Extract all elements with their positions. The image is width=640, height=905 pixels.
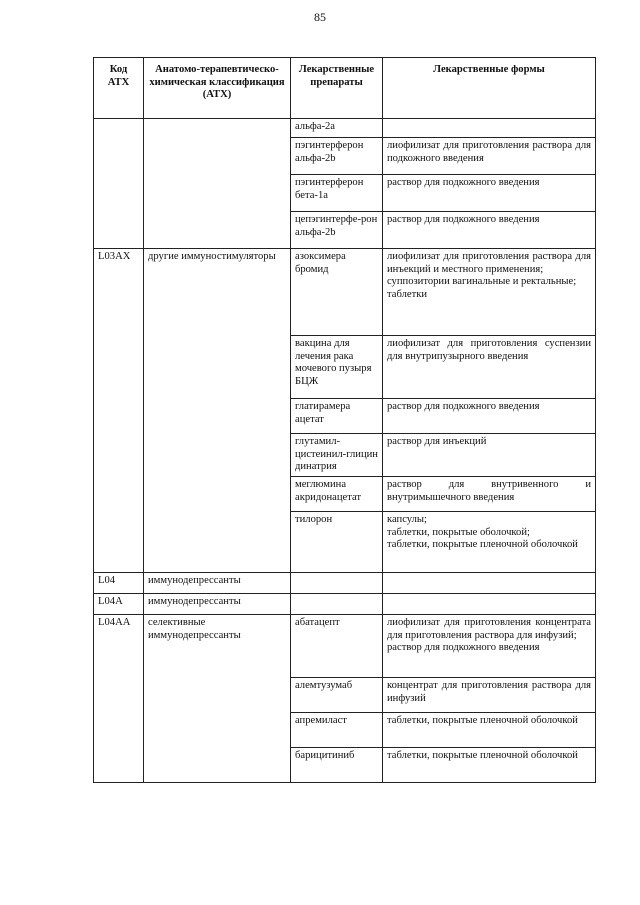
drug-name: цепэгинтерфе-рон альфа-2b xyxy=(295,214,378,238)
drug-name: вакцина для лечения рака мочевого пузыря БЦЖ xyxy=(295,338,372,387)
cell-dosage-form xyxy=(383,119,596,138)
cell-atc-code xyxy=(94,678,144,713)
cell-drug xyxy=(291,119,383,138)
drug-name: азоксимера бромид xyxy=(295,251,346,275)
table-header-row xyxy=(94,58,596,119)
drug-name: меглюмина акридонацетат xyxy=(295,479,362,503)
cell-drug xyxy=(291,175,383,212)
cell-drug xyxy=(291,573,383,594)
classification-name: селективные иммунодепрессанты xyxy=(148,617,241,641)
table-row xyxy=(94,594,596,615)
dosage-form: лиофилизат для приготовления суспензии для внутрипузырного введения xyxy=(387,338,591,362)
dosage-form: лиофилизат для приготовления раствора для подкожного введения xyxy=(387,140,591,164)
dosage-form: таблетки, покрытые пленочной оболочкой xyxy=(387,715,578,726)
cell-drug xyxy=(291,399,383,434)
cell-drug xyxy=(291,615,383,678)
table-row xyxy=(94,249,596,336)
header-drugs: Лекарственные препараты xyxy=(291,58,383,119)
table-row xyxy=(94,512,596,573)
cell-atc-code xyxy=(94,119,144,138)
cell-dosage-form xyxy=(383,477,596,512)
cell-drug xyxy=(291,678,383,713)
cell-dosage-form xyxy=(383,615,596,678)
cell-classification xyxy=(144,249,291,336)
table-row xyxy=(94,678,596,713)
cell-atc-code xyxy=(94,175,144,212)
page-number: 85 xyxy=(314,10,326,24)
header-forms: Лекарственные формы xyxy=(383,58,596,119)
cell-atc-code xyxy=(94,748,144,783)
dosage-form: таблетки xyxy=(387,288,428,300)
drug-name: барицитиниб xyxy=(295,750,355,761)
cell-drug xyxy=(291,713,383,748)
atc-table-container xyxy=(93,57,595,783)
cell-drug xyxy=(291,477,383,512)
table-body xyxy=(94,119,596,783)
dosage-form: раствор для подкожного введения xyxy=(387,642,540,653)
classification-name: иммунодепрессанты xyxy=(148,575,241,586)
cell-dosage-form xyxy=(383,175,596,212)
cell-dosage-form xyxy=(383,399,596,434)
drug-name: апремиласт xyxy=(295,715,347,726)
drug-name: альфа-2а xyxy=(295,121,336,132)
cell-atc-code xyxy=(94,594,144,615)
table-row xyxy=(94,573,596,594)
cell-dosage-form xyxy=(383,678,596,713)
drug-name: пэгинтерферон альфа-2b xyxy=(295,140,364,164)
cell-classification xyxy=(144,713,291,748)
cell-classification xyxy=(144,594,291,615)
cell-dosage-form xyxy=(383,512,596,573)
header-classification: Анатомо-терапевтическо-химическая классификация (АТХ) xyxy=(144,58,291,119)
cell-classification xyxy=(144,477,291,512)
cell-dosage-form xyxy=(383,138,596,175)
cell-drug xyxy=(291,249,383,336)
cell-classification xyxy=(144,678,291,713)
cell-classification xyxy=(144,573,291,594)
cell-dosage-form xyxy=(383,249,596,336)
cell-dosage-form xyxy=(383,212,596,249)
cell-dosage-form xyxy=(383,434,596,477)
cell-atc-code xyxy=(94,434,144,477)
header-code: Код АТХ xyxy=(94,58,144,119)
cell-dosage-form xyxy=(383,713,596,748)
cell-classification xyxy=(144,512,291,573)
cell-drug xyxy=(291,212,383,249)
table-row xyxy=(94,748,596,783)
table-row xyxy=(94,477,596,512)
cell-atc-code xyxy=(94,512,144,573)
dosage-form: раствор для внутривенного и внутримышечного введения xyxy=(387,479,591,503)
cell-classification xyxy=(144,615,291,678)
drug-name: глутамил-цистеинил-глицин динатрия xyxy=(295,436,378,472)
cell-classification xyxy=(144,175,291,212)
table-row xyxy=(94,175,596,212)
atc-code: L04A xyxy=(98,596,123,607)
dosage-form: таблетки, покрытые пленочной оболочкой xyxy=(387,539,578,550)
cell-drug xyxy=(291,594,383,615)
drug-name: алемтузумаб xyxy=(295,680,353,691)
dosage-form: суппозитории вагинальные и ректальные; xyxy=(387,276,577,287)
dosage-form: раствор для подкожного введения xyxy=(387,214,540,225)
cell-classification xyxy=(144,119,291,138)
cell-dosage-form xyxy=(383,594,596,615)
cell-atc-code xyxy=(94,477,144,512)
table-row xyxy=(94,713,596,748)
dosage-form: раствор для подкожного введения xyxy=(387,177,540,188)
cell-drug xyxy=(291,138,383,175)
cell-classification xyxy=(144,212,291,249)
cell-atc-code xyxy=(94,138,144,175)
table-row xyxy=(94,138,596,175)
table-row xyxy=(94,336,596,399)
cell-dosage-form xyxy=(383,336,596,399)
table-row xyxy=(94,399,596,434)
atc-code: L04AA xyxy=(98,617,131,628)
table-row xyxy=(94,119,596,138)
drug-name: глатирамера ацетат xyxy=(295,401,351,425)
table-row xyxy=(94,434,596,477)
cell-atc-code xyxy=(94,336,144,399)
dosage-form: раствор для подкожного введения xyxy=(387,401,540,412)
drug-name: пэгинтерферон бета-1а xyxy=(295,177,364,201)
dosage-form: раствор для инъекций xyxy=(387,436,487,447)
cell-classification xyxy=(144,399,291,434)
table-row xyxy=(94,212,596,249)
atc-code: L04 xyxy=(98,575,116,586)
cell-drug xyxy=(291,336,383,399)
cell-atc-code xyxy=(94,399,144,434)
cell-dosage-form xyxy=(383,748,596,783)
cell-atc-code xyxy=(94,615,144,678)
cell-classification xyxy=(144,336,291,399)
classification-name: иммунодепрессанты xyxy=(148,596,241,607)
cell-classification xyxy=(144,748,291,783)
cell-dosage-form xyxy=(383,573,596,594)
cell-classification xyxy=(144,138,291,175)
atc-table xyxy=(93,57,596,783)
dosage-form: лиофилизат для приготовления концентрата для приготовления раствора для инфузий; xyxy=(387,617,591,641)
dosage-form: капсулы; xyxy=(387,514,427,525)
table-row xyxy=(94,615,596,678)
dosage-form: таблетки, покрытые пленочной оболочкой xyxy=(387,750,578,761)
classification-name: другие иммуностимуляторы xyxy=(148,251,276,262)
dosage-form: концентрат для приготовления раствора для инфузий xyxy=(387,680,591,704)
cell-drug xyxy=(291,512,383,573)
dosage-form: лиофилизат для приготовления раствора для инъекций и местного применения; xyxy=(387,251,591,275)
drug-name: тилорон xyxy=(295,514,333,525)
cell-atc-code xyxy=(94,713,144,748)
cell-drug xyxy=(291,748,383,783)
cell-drug xyxy=(291,434,383,477)
atc-code: L03AX xyxy=(98,251,131,262)
cell-atc-code xyxy=(94,249,144,336)
cell-atc-code xyxy=(94,212,144,249)
dosage-form: таблетки, покрытые оболочкой; xyxy=(387,526,530,538)
cell-atc-code xyxy=(94,573,144,594)
cell-classification xyxy=(144,434,291,477)
drug-name: абатацепт xyxy=(295,617,340,628)
